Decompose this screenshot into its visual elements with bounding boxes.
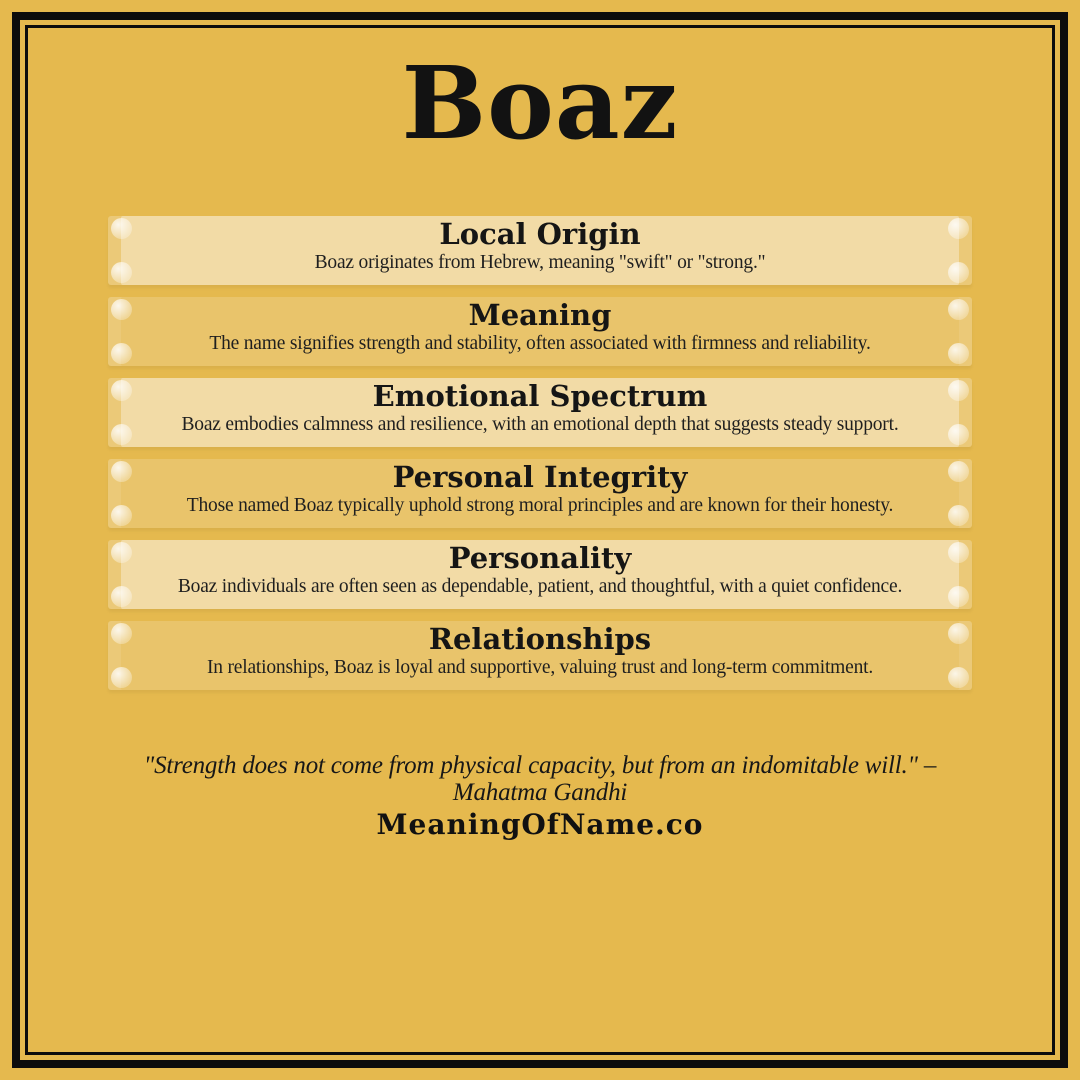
content-area — [28, 28, 1052, 1052]
corner-pin-icon — [111, 667, 132, 688]
corner-pin-icon — [111, 380, 132, 401]
card-body: Boaz individuals are often seen as dependable, patient, and thoughtful, with a quiet confidence. — [177, 576, 903, 598]
card-body: Boaz embodies calmness and resilience, with an emotional depth that suggests steady support. — [181, 414, 899, 436]
corner-pin-icon — [948, 667, 969, 688]
corner-pin-icon — [948, 262, 969, 283]
corner-pin-icon — [111, 343, 132, 364]
card-inner — [121, 621, 959, 690]
quote — [40, 752, 1040, 806]
corner-pin-icon — [111, 461, 132, 482]
corner-pin-icon — [111, 262, 132, 283]
corner-pin-icon — [948, 299, 969, 320]
info-card — [108, 459, 972, 528]
corner-pin-icon — [948, 461, 969, 482]
corner-pin-icon — [948, 380, 969, 401]
corner-pin-icon — [111, 299, 132, 320]
card-body: Those named Boaz typically uphold strong moral principles and are known for their honesty. — [186, 495, 894, 517]
info-card — [108, 378, 972, 447]
card-body: The name signifies strength and stability, often associated with firmness and reliability. — [209, 333, 871, 355]
corner-pin-icon — [948, 505, 969, 526]
quote-attribution: Mahatma Gandhi — [452, 779, 628, 806]
card-body: Boaz originates from Hebrew, meaning "swift" or "strong." — [314, 252, 766, 274]
info-card — [108, 540, 972, 609]
info-card — [108, 297, 972, 366]
corner-pin-icon — [111, 542, 132, 563]
corner-pin-icon — [111, 586, 132, 607]
info-card — [108, 216, 972, 285]
footer — [28, 752, 1052, 841]
corner-pin-icon — [111, 424, 132, 445]
card-title: Relationships — [428, 622, 652, 656]
card-inner — [121, 216, 959, 285]
corner-pin-icon — [948, 424, 969, 445]
site-name: MeaningOfName.co — [376, 808, 704, 841]
corner-pin-icon — [948, 542, 969, 563]
card-inner — [121, 378, 959, 447]
card-title: Local Origin — [439, 217, 641, 251]
card-inner — [121, 297, 959, 366]
card-inner — [121, 540, 959, 609]
corner-pin-icon — [111, 505, 132, 526]
cards-list — [108, 216, 972, 690]
corner-pin-icon — [948, 218, 969, 239]
card-body: In relationships, Boaz is loyal and supportive, valuing trust and long-term commitment. — [206, 657, 874, 679]
card-title: Personality — [448, 541, 632, 575]
card-title: Meaning — [468, 298, 612, 332]
corner-pin-icon — [111, 218, 132, 239]
corner-pin-icon — [948, 623, 969, 644]
page-title: Boaz — [401, 44, 679, 162]
corner-pin-icon — [948, 586, 969, 607]
card-title: Emotional Spectrum — [372, 379, 708, 413]
info-card — [108, 621, 972, 690]
corner-pin-icon — [111, 623, 132, 644]
quote-text: "Strength does not come from physical capacity, but from an indomitable will." – — [143, 752, 937, 779]
card-title: Personal Integrity — [392, 460, 688, 494]
card-inner — [121, 459, 959, 528]
corner-pin-icon — [948, 343, 969, 364]
